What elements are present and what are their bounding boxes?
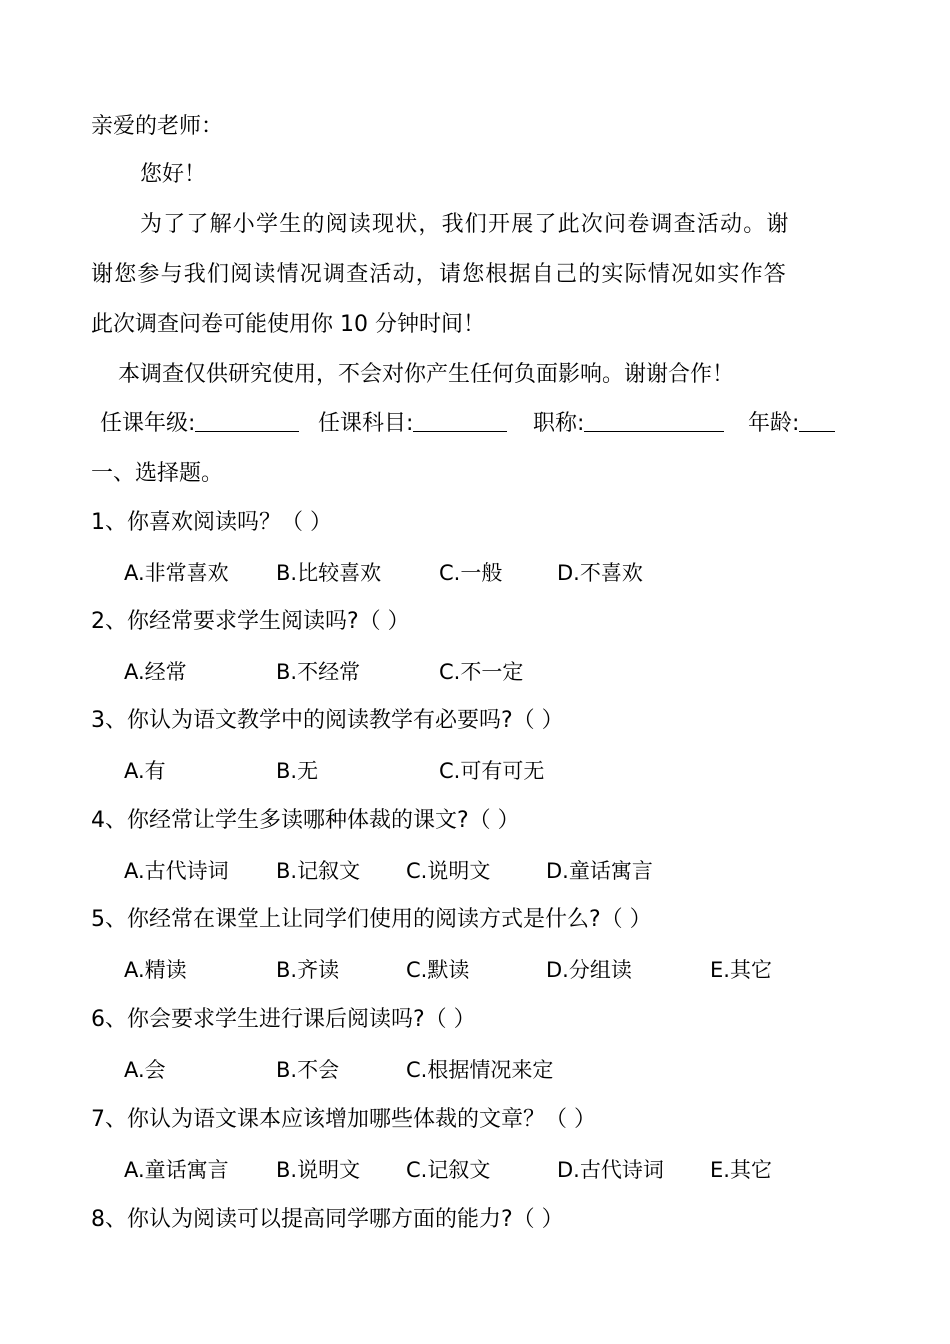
q7-option-a[interactable]: A.童话寓言 bbox=[124, 1158, 229, 1182]
q5-option-b[interactable]: B.齐读 bbox=[276, 958, 340, 982]
question-2: 2、你经常要求学生阅读吗?（ ） bbox=[91, 609, 410, 634]
title-colon: : bbox=[577, 411, 585, 436]
q4-option-b[interactable]: B.记叙文 bbox=[276, 859, 361, 883]
q6-option-b[interactable]: B.不会 bbox=[276, 1058, 340, 1082]
question-5: 5、你经常在课堂上让同学们使用的阅读方式是什么?（ ） bbox=[91, 907, 652, 932]
q2-option-b[interactable]: B.不经常 bbox=[276, 660, 361, 684]
section-title: 一、选择题。 bbox=[91, 461, 224, 486]
question-8: 8、你认为阅读可以提高同学哪方面的能力?（ ） bbox=[91, 1207, 564, 1232]
q5-option-c[interactable]: C.默读 bbox=[406, 958, 470, 982]
q3-option-c[interactable]: C.可有可无 bbox=[439, 759, 545, 783]
q3-option-a[interactable]: A.有 bbox=[124, 759, 166, 783]
title-field bbox=[533, 409, 724, 439]
q4-option-a[interactable]: A.古代诗词 bbox=[124, 859, 229, 883]
title-label: 职称 bbox=[533, 411, 578, 436]
notice: 本调查仅供研究使用，不会对你产生任何负面影响。谢谢合作！ bbox=[118, 362, 735, 387]
subject-field bbox=[318, 409, 507, 439]
q7-option-d[interactable]: D.古代诗词 bbox=[557, 1158, 664, 1182]
q3-option-b[interactable]: B.无 bbox=[276, 759, 319, 783]
question-4: 4、你经常让学生多读哪种体裁的课文?（ ） bbox=[91, 808, 520, 833]
intro-line-1: 为了了解小学生的阅读现状，我们开展了此次问卷调查活动。谢 bbox=[140, 212, 790, 237]
q4-option-d[interactable]: D.童话寓言 bbox=[546, 859, 653, 883]
age-label: 年龄 bbox=[748, 411, 793, 436]
title-input[interactable] bbox=[584, 409, 724, 432]
grade-input[interactable] bbox=[195, 409, 299, 432]
q1-option-d[interactable]: D.不喜欢 bbox=[557, 561, 643, 585]
q7-option-e[interactable]: E.其它 bbox=[710, 1158, 772, 1182]
subject-colon: : bbox=[406, 411, 414, 436]
q5-option-e[interactable]: E.其它 bbox=[710, 958, 772, 982]
question-6: 6、你会要求学生进行课后阅读吗?（ ） bbox=[91, 1007, 476, 1032]
q5-option-a[interactable]: A.精读 bbox=[124, 958, 187, 982]
q4-option-c[interactable]: C.说明文 bbox=[406, 859, 491, 883]
grade-field bbox=[100, 409, 299, 439]
subject-label: 任课科目 bbox=[318, 411, 407, 436]
hello: 您好！ bbox=[140, 162, 207, 187]
grade-label: 任课年级 bbox=[100, 411, 189, 436]
age-colon: : bbox=[792, 411, 800, 436]
age-field bbox=[748, 409, 835, 439]
q2-option-a[interactable]: A.经常 bbox=[124, 660, 187, 684]
q2-option-c[interactable]: C.不一定 bbox=[439, 660, 524, 684]
age-input[interactable] bbox=[799, 409, 835, 432]
q6-option-c[interactable]: C.根据情况来定 bbox=[406, 1058, 554, 1082]
subject-input[interactable] bbox=[413, 409, 507, 432]
question-1: 1、你喜欢阅读吗？（ ） bbox=[91, 510, 332, 535]
greeting: 亲爱的老师： bbox=[91, 114, 224, 139]
q6-option-a[interactable]: A.会 bbox=[124, 1058, 166, 1082]
q1-option-a[interactable]: A.非常喜欢 bbox=[124, 561, 229, 585]
intro-line-3: 此次调查问卷可能使用你 10 分钟时间！ bbox=[91, 312, 485, 337]
q1-option-b[interactable]: B.比较喜欢 bbox=[276, 561, 382, 585]
grade-colon: : bbox=[188, 411, 196, 436]
q7-option-b[interactable]: B.说明文 bbox=[276, 1158, 361, 1182]
intro-line-2: 谢您参与我们阅读情况调查活动，请您根据自己的实际情况如实作答 bbox=[91, 262, 788, 287]
question-3: 3、你认为语文教学中的阅读教学有必要吗?（ ） bbox=[91, 708, 564, 733]
question-7: 7、你认为语文课本应该增加哪些体裁的文章？（ ） bbox=[91, 1107, 596, 1132]
q7-option-c[interactable]: C.记叙文 bbox=[406, 1158, 491, 1182]
q5-option-d[interactable]: D.分组读 bbox=[546, 958, 632, 982]
q1-option-c[interactable]: C.一般 bbox=[439, 561, 503, 585]
